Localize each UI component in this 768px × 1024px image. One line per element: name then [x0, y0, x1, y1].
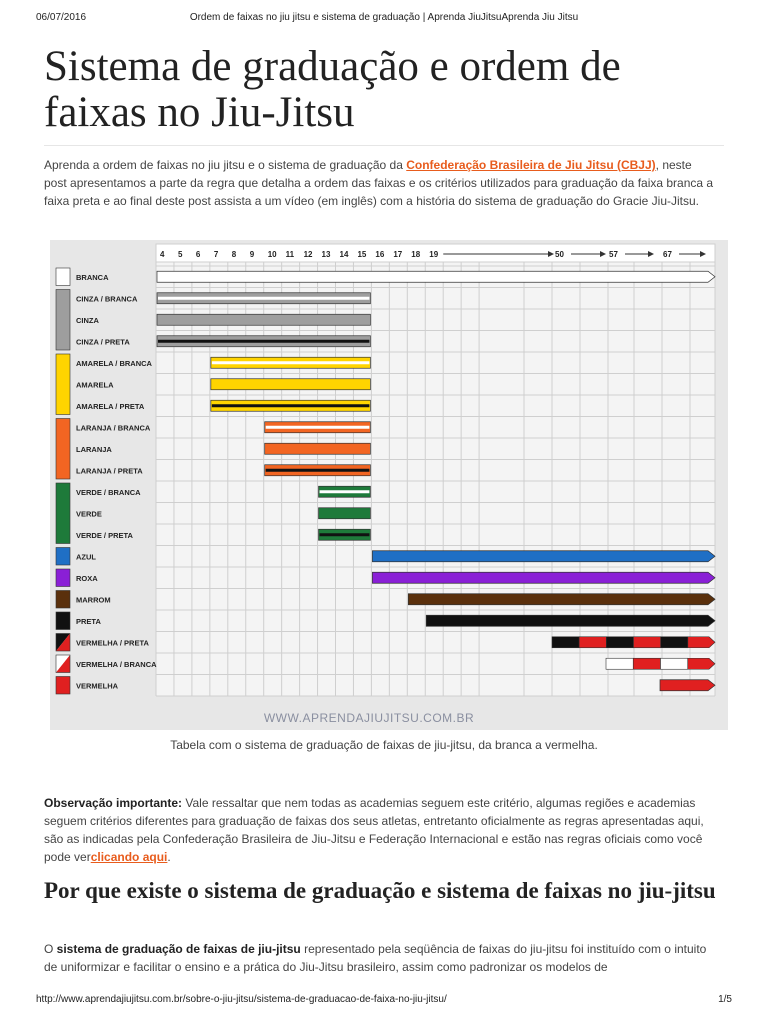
age-label: 13: [321, 250, 331, 259]
note-end: .: [167, 850, 171, 864]
age-label: 6: [195, 250, 201, 259]
belt-label: LARANJA / PRETA: [76, 466, 143, 476]
belt-label: LARANJA / BRANCA: [76, 423, 151, 433]
belt-label: BRANCA: [76, 272, 109, 282]
belt-bar-stripe: [266, 469, 370, 472]
belt-label: VERDE / PRETA: [76, 530, 133, 540]
belt-swatch: [56, 548, 70, 566]
intro-text-start: Aprenda a ordem de faixas no jiu jitsu e o sistema de graduação da: [44, 158, 407, 172]
age-label: 17: [393, 250, 403, 259]
belt-label: AMARELA / PRETA: [76, 401, 145, 411]
age-label: 10: [267, 250, 277, 259]
age-label: 4: [160, 250, 165, 259]
belt-label: CINZA / PRETA: [76, 337, 130, 347]
age-label: 7: [213, 250, 219, 259]
belt-label: VERMELHA / BRANCA: [76, 659, 157, 669]
belt-label: VERDE / BRANCA: [76, 487, 141, 497]
article-title: Sistema de graduação e ordem de faixas no Jiu-Jitsu: [44, 43, 621, 136]
belt-swatch: [56, 612, 70, 630]
belt-bar-stripe: [158, 340, 369, 343]
page-number: 1/5: [718, 994, 732, 1005]
note-label: Observação importante:: [44, 796, 183, 810]
belt-bar-segment: [661, 658, 688, 669]
print-page-title: Ordem de faixas no jiu jitsu e sistema de graduação | Aprenda JiuJitsuAprenda Jiu Jitsu: [189, 12, 579, 23]
belt-label: AZUL: [76, 552, 96, 562]
belt-swatch: [56, 419, 70, 480]
belt-label: AMARELA: [76, 380, 114, 390]
belt-bar: [372, 551, 715, 562]
section-heading: Por que existe o sistema de graduação e sistema de faixas no jiu-jitsu: [44, 878, 716, 903]
belt-bar: [211, 379, 371, 390]
belt-swatch: [56, 591, 70, 609]
belt-label: AMARELA / BRANCA: [76, 358, 152, 368]
print-date: 06/07/2016: [36, 12, 87, 23]
belt-bar-segment: [552, 637, 579, 648]
belt-swatch: [56, 569, 70, 587]
belt-bar-segment: [661, 637, 688, 648]
belt-label: PRETA: [76, 616, 101, 626]
belt-bar: [157, 314, 370, 325]
age-label: 16: [375, 250, 385, 259]
belt-label: VERMELHA / PRETA: [76, 638, 149, 648]
title-divider: [44, 145, 724, 146]
belt-chart-svg: [50, 240, 728, 730]
belt-chart: [50, 240, 728, 730]
belt-bar-stripe: [212, 361, 370, 364]
chart-watermark: WWW.APRENDAJIUJITSU.COM.BR: [263, 711, 475, 725]
age-label: 50: [555, 250, 564, 259]
age-label: 8: [231, 250, 237, 259]
chart-caption: Tabela com o sistema de graduação de faixas de jiu-jitsu, da branca a vermelha.: [170, 738, 598, 752]
belt-label: CINZA / BRANCA: [76, 294, 138, 304]
belt-label: VERMELHA: [76, 681, 119, 691]
age-label: 57: [609, 250, 618, 259]
belt-bar: [319, 508, 371, 519]
section-paragraph: [44, 940, 714, 976]
belt-bar-stripe: [158, 297, 369, 300]
rules-link[interactable]: clicando aqui: [90, 850, 168, 864]
section-text-end: representado pela seqüência de faixas do jiu-jitsu foi instituído com o intuito de uniformizar e facilitar o ensino e a prática do Jiu-Jitsu brasileiro, assim como padronizar os modelos de: [44, 942, 707, 974]
chart-grid-area: [156, 262, 715, 696]
note-text: Vale ressaltar que nem todas as academias seguem este critério, algumas regiões e academias seguem critérios diferentes para graduação de faixas dos seus atletas, entretanto oficialmente as regras apresentadas aqui, são as indicadas pela Confederação Brasileira de Jiu-Jitsu e Federação Internacional e estão nas regras oficiais como você pode ver: [44, 796, 704, 864]
belt-bar-segment: [633, 658, 660, 669]
age-label: 19: [429, 250, 439, 259]
belt-bar-stripe: [320, 490, 370, 493]
intro-text-end: , neste post apresentamos a parte da regra que detalha a ordem das faixas e os critérios utilizados para graduação da faixa branca a faixa preta e ao final deste post assista a um vídeo (em inglês) com a história do sistema de graduação do Gracie Jiu-Jitsu.: [44, 158, 714, 208]
belt-swatch: [56, 354, 70, 415]
page-url: http://www.aprendajiujitsu.com.br/sobre-o-jiu-jitsu/sistema-de-graduacao-de-faixa-no-jiu-jitsu/: [36, 994, 447, 1005]
age-label: 12: [303, 250, 313, 259]
belt-bar: [408, 594, 715, 605]
belt-bar-segment: [606, 658, 633, 669]
belt-swatch: [56, 290, 70, 351]
age-label: 9: [249, 250, 255, 259]
belt-bar-segment: [688, 658, 715, 669]
section-text-bold: sistema de graduação de faixas de jiu-jitsu: [56, 942, 301, 956]
belt-swatch: [56, 268, 70, 286]
section-text-start: O: [44, 942, 57, 956]
age-label: 5: [177, 250, 183, 259]
belt-bar-stripe: [320, 533, 370, 536]
belt-swatch: [56, 677, 70, 695]
belt-label: LARANJA: [76, 444, 112, 454]
belt-bar-stripe: [212, 404, 370, 407]
belt-bar: [372, 572, 715, 583]
belt-bar: [265, 443, 371, 454]
belt-bar-segment: [634, 637, 661, 648]
belt-bar-segment: [688, 637, 715, 648]
age-label: 15: [357, 250, 367, 259]
belt-bar: [426, 615, 715, 626]
age-label: 14: [339, 250, 349, 259]
age-label: 11: [285, 250, 295, 259]
belt-swatch: [56, 483, 70, 544]
belt-bar-segment: [579, 637, 606, 648]
belt-label: CINZA: [76, 315, 99, 325]
belt-label: VERDE: [76, 509, 102, 519]
belt-bar-stripe: [266, 426, 370, 429]
belt-label: MARROM: [76, 595, 111, 605]
cbjj-link[interactable]: Confederação Brasileira de Jiu Jitsu (CBJJ): [406, 158, 656, 172]
print-header: [36, 12, 732, 26]
belt-bar: [660, 680, 715, 691]
belt-bar: [157, 271, 715, 282]
note-paragraph: [44, 794, 714, 866]
age-label: 18: [411, 250, 421, 259]
belt-label: ROXA: [76, 573, 98, 583]
belt-bar-segment: [606, 637, 633, 648]
intro-paragraph: [44, 156, 714, 210]
age-label: 67: [663, 250, 672, 259]
